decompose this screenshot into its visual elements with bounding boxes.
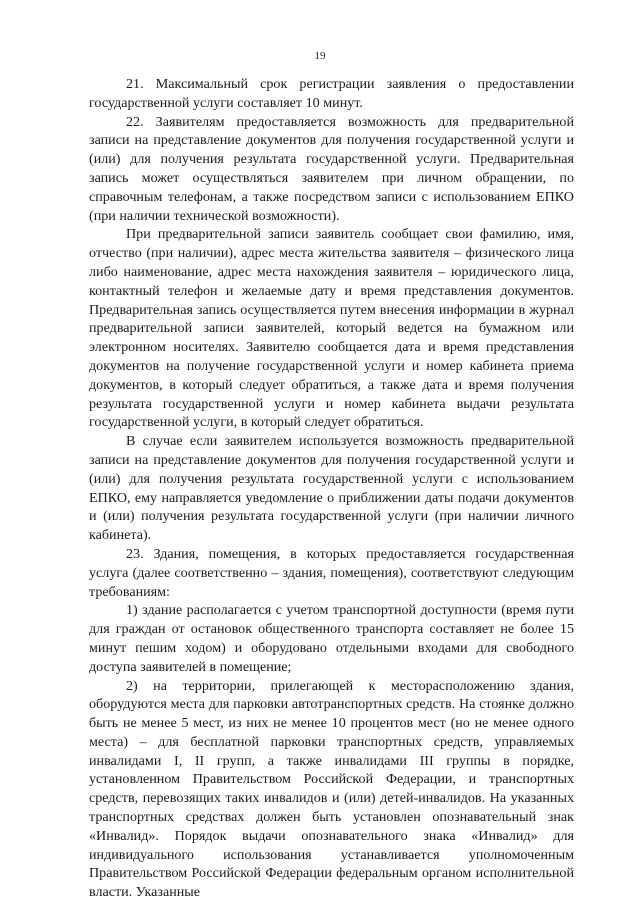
paragraph-21: 21. Максимальный срок регистрации заявления о предоставлении государственной услуги составляет 10 минут. (89, 76, 574, 111)
paragraph-22: 22. Заявителям предоставляется возможность для предварительной записи на представление документов для получения государственной услуги и (или) для получения результата государственной услуги. Предварительная запись может осуществляться заявителем при личном обращении, по справочным телефонам, а также посредством записи с использованием ЕПКО (при наличии технической возможности). (89, 113, 574, 224)
paragraph-23-item-1: 1) здание располагается с учетом транспортной доступности (время пути для граждан от остановок общественного транспорта составляет не более 15 минут пешим ходом) и оборудовано отдельными входами для свободного доступа заявителей в помещение; (89, 602, 574, 675)
paragraph-epko-notification: В случае если заявителем используется возможность предварительной записи на представление документов для получения государственной услуги и (или) для получения результата государственной услуги с использованием ЕПКО, ему направляется уведомление о приближении даты подачи документов и (или) получения результата государственной услуги (при наличии личного кабинета). (89, 433, 574, 544)
paragraph-23-item-2: 2) на территории, прилегающей к месторасположению здания, оборудуются места для парковки автотранспортных средств. На стоянке должно быть не менее 5 мест, из них не менее 10 процентов мест (но не менее одного места) – для бесплатной парковки транспортных средств, управляемых инвалидами I, II групп, а также инвалидами III группы в порядке, установленном Правительством Российской Федерации, и транспортных средств, перевозящих таких инвалидов и (или) детей-инвалидов. На указанных транспортных средствах должен быть установлен опознавательный знак «Инвалид». Порядок выдачи опознавательного знака «Инвалид» для индивидуального использования устанавливается уполномоченным Правительством Российской Федерации федеральным органом исполнительной власти. Указанные (89, 677, 574, 901)
document-body (89, 75, 574, 902)
paragraph-23: 23. Здания, помещения, в которых предоставляется государственная услуга (далее соответственно – здания, помещения), соответствуют следующим требованиям: (89, 545, 574, 600)
paragraph-pre-registration: При предварительной записи заявитель сообщает свои фамилию, имя, отчество (при наличии), адрес места жительства заявителя – физического лица либо наименование, адрес места нахождения заявителя – юридического лица, контактный телефон и желаемые дату и время представления документов. Предварительная запись осуществляется путем внесения информации в журнал предварительной записи заявителей, который ведется на бумажном или электронном носителях. Заявителю сообщается дата и время представления документов на получение государственной услуги и номер кабинета приема документов, в который следует обратиться, а также дата и время получения результата государственной услуги и номер кабинета выдачи результата государственной услуги, в который следует обратиться. (89, 226, 574, 431)
page-number: 19 (314, 50, 326, 62)
